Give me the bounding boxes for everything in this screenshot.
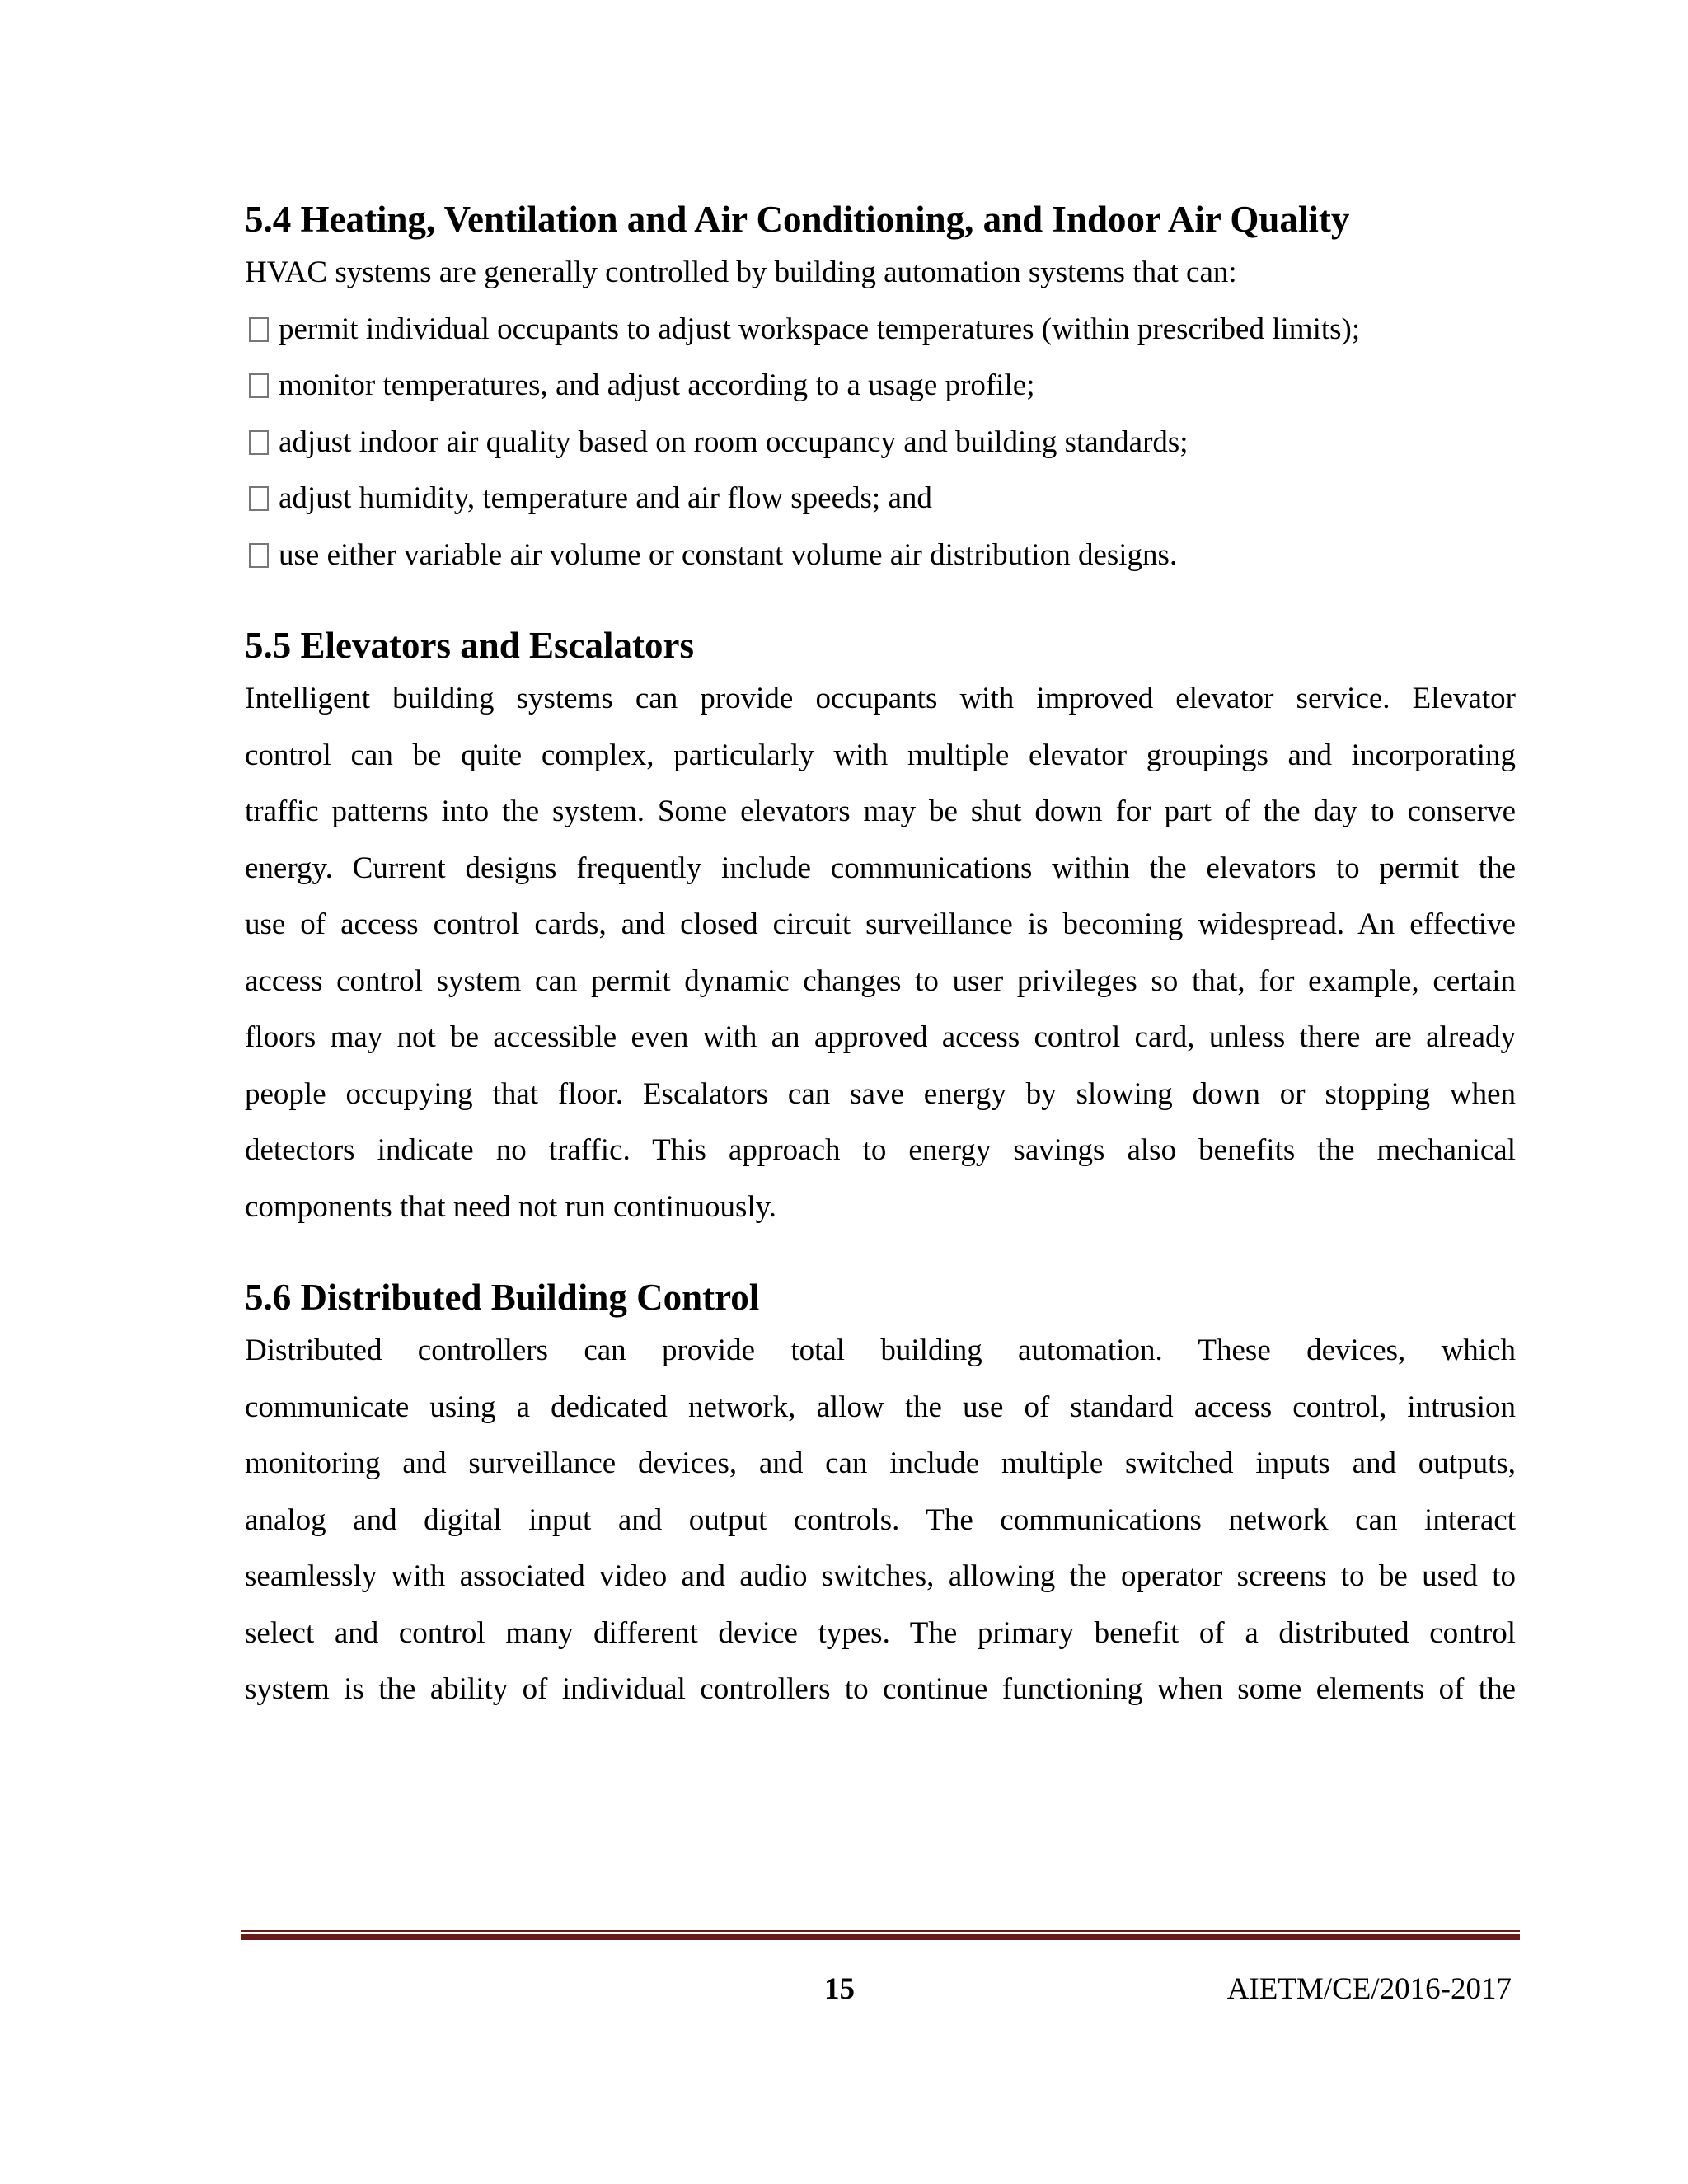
- paragraph-line: energy. Current designs frequently include communications within the elevators to permit the: [245, 851, 1516, 885]
- section-heading-hvac: 5.4 Heating, Ventilation and Air Conditioning, and Indoor Air Quality: [245, 199, 1350, 240]
- list-item: [245, 527, 1516, 584]
- list-item: [245, 358, 1516, 415]
- elevators-paragraph: [245, 671, 1516, 1235]
- section-hvac: [245, 194, 1516, 583]
- paragraph-line: traffic patterns into the system. Some elevators may be shut down for part of the day to conserve: [245, 794, 1516, 828]
- page-content: [245, 194, 1516, 1718]
- paragraph-line: floors may not be accessible even with an approved access control card, unless there are already: [245, 1020, 1516, 1054]
- list-item: [245, 302, 1516, 359]
- list-item-text: use either variable air volume or constant volume air distribution designs.: [279, 537, 1178, 572]
- paragraph-line: control can be quite complex, particularly with multiple elevator groupings and incorporating: [245, 738, 1516, 772]
- list-item: [245, 415, 1516, 471]
- hvac-intro: HVAC systems are generally controlled by building automation systems that can:: [245, 255, 1237, 289]
- distributed-paragraph: [245, 1323, 1516, 1718]
- square-bullet-icon: [249, 373, 269, 398]
- list-item-text: adjust humidity, temperature and air flow speeds; and: [279, 481, 932, 515]
- paragraph-line: Intelligent building systems can provide occupants with improved elevator service. Elevator: [245, 682, 1516, 715]
- paragraph-line: monitoring and surveillance devices, and can include multiple switched inputs and outputs,: [245, 1446, 1516, 1480]
- list-item-text: permit individual occupants to adjust workspace temperatures (within prescribed limits);: [279, 312, 1361, 346]
- paragraph-line: Distributed controllers can provide total building automation. These devices, which: [245, 1333, 1516, 1367]
- section-heading-elevators: 5.5 Elevators and Escalators: [245, 625, 694, 666]
- section-heading-distributed-control: 5.6 Distributed Building Control: [245, 1277, 760, 1318]
- paragraph-line: components that need not run continuously.: [245, 1189, 776, 1224]
- list-item-text: adjust indoor air quality based on room occupancy and building standards;: [279, 424, 1189, 459]
- paragraph-line: detectors indicate no traffic. This approach to energy savings also benefits the mechanical: [245, 1133, 1516, 1167]
- footer-divider-thick: [241, 1934, 1520, 1940]
- paragraph-line: access control system can permit dynamic changes to user privileges so that, for example, certain: [245, 963, 1516, 998]
- paragraph-line: seamlessly with associated video and audio switches, allowing the operator screens to be used to: [245, 1559, 1516, 1593]
- square-bullet-icon: [249, 430, 269, 455]
- footer-divider-thin: [241, 1930, 1520, 1932]
- section-distributed-control: [245, 1272, 1516, 1718]
- square-bullet-icon: [249, 543, 269, 568]
- paragraph-line: communicate using a dedicated network, allow the use of standard access control, intrusion: [245, 1390, 1516, 1424]
- page-number: 15: [824, 1972, 855, 2006]
- list-item: [245, 471, 1516, 527]
- hvac-bullet-list: [245, 302, 1516, 584]
- square-bullet-icon: [249, 317, 269, 342]
- paragraph-line: system is the ability of individual controllers to continue functioning when some elements of the: [245, 1672, 1516, 1706]
- paragraph-line: use of access control cards, and closed circuit surveillance is becoming widespread. An effective: [245, 907, 1516, 941]
- section-elevators: [245, 620, 1516, 1235]
- square-bullet-icon: [249, 486, 269, 511]
- document-code: AIETM/CE/2016-2017: [1226, 1972, 1512, 2006]
- paragraph-line: people occupying that floor. Escalators can save energy by slowing down or stopping when: [245, 1076, 1516, 1111]
- paragraph-line: select and control many different device types. The primary benefit of a distributed control: [245, 1615, 1516, 1650]
- paragraph-line: analog and digital input and output controls. The communications network can interact: [245, 1502, 1516, 1537]
- footer-divider: [241, 1930, 1520, 1940]
- list-item-text: monitor temperatures, and adjust according to a usage profile;: [279, 368, 1035, 402]
